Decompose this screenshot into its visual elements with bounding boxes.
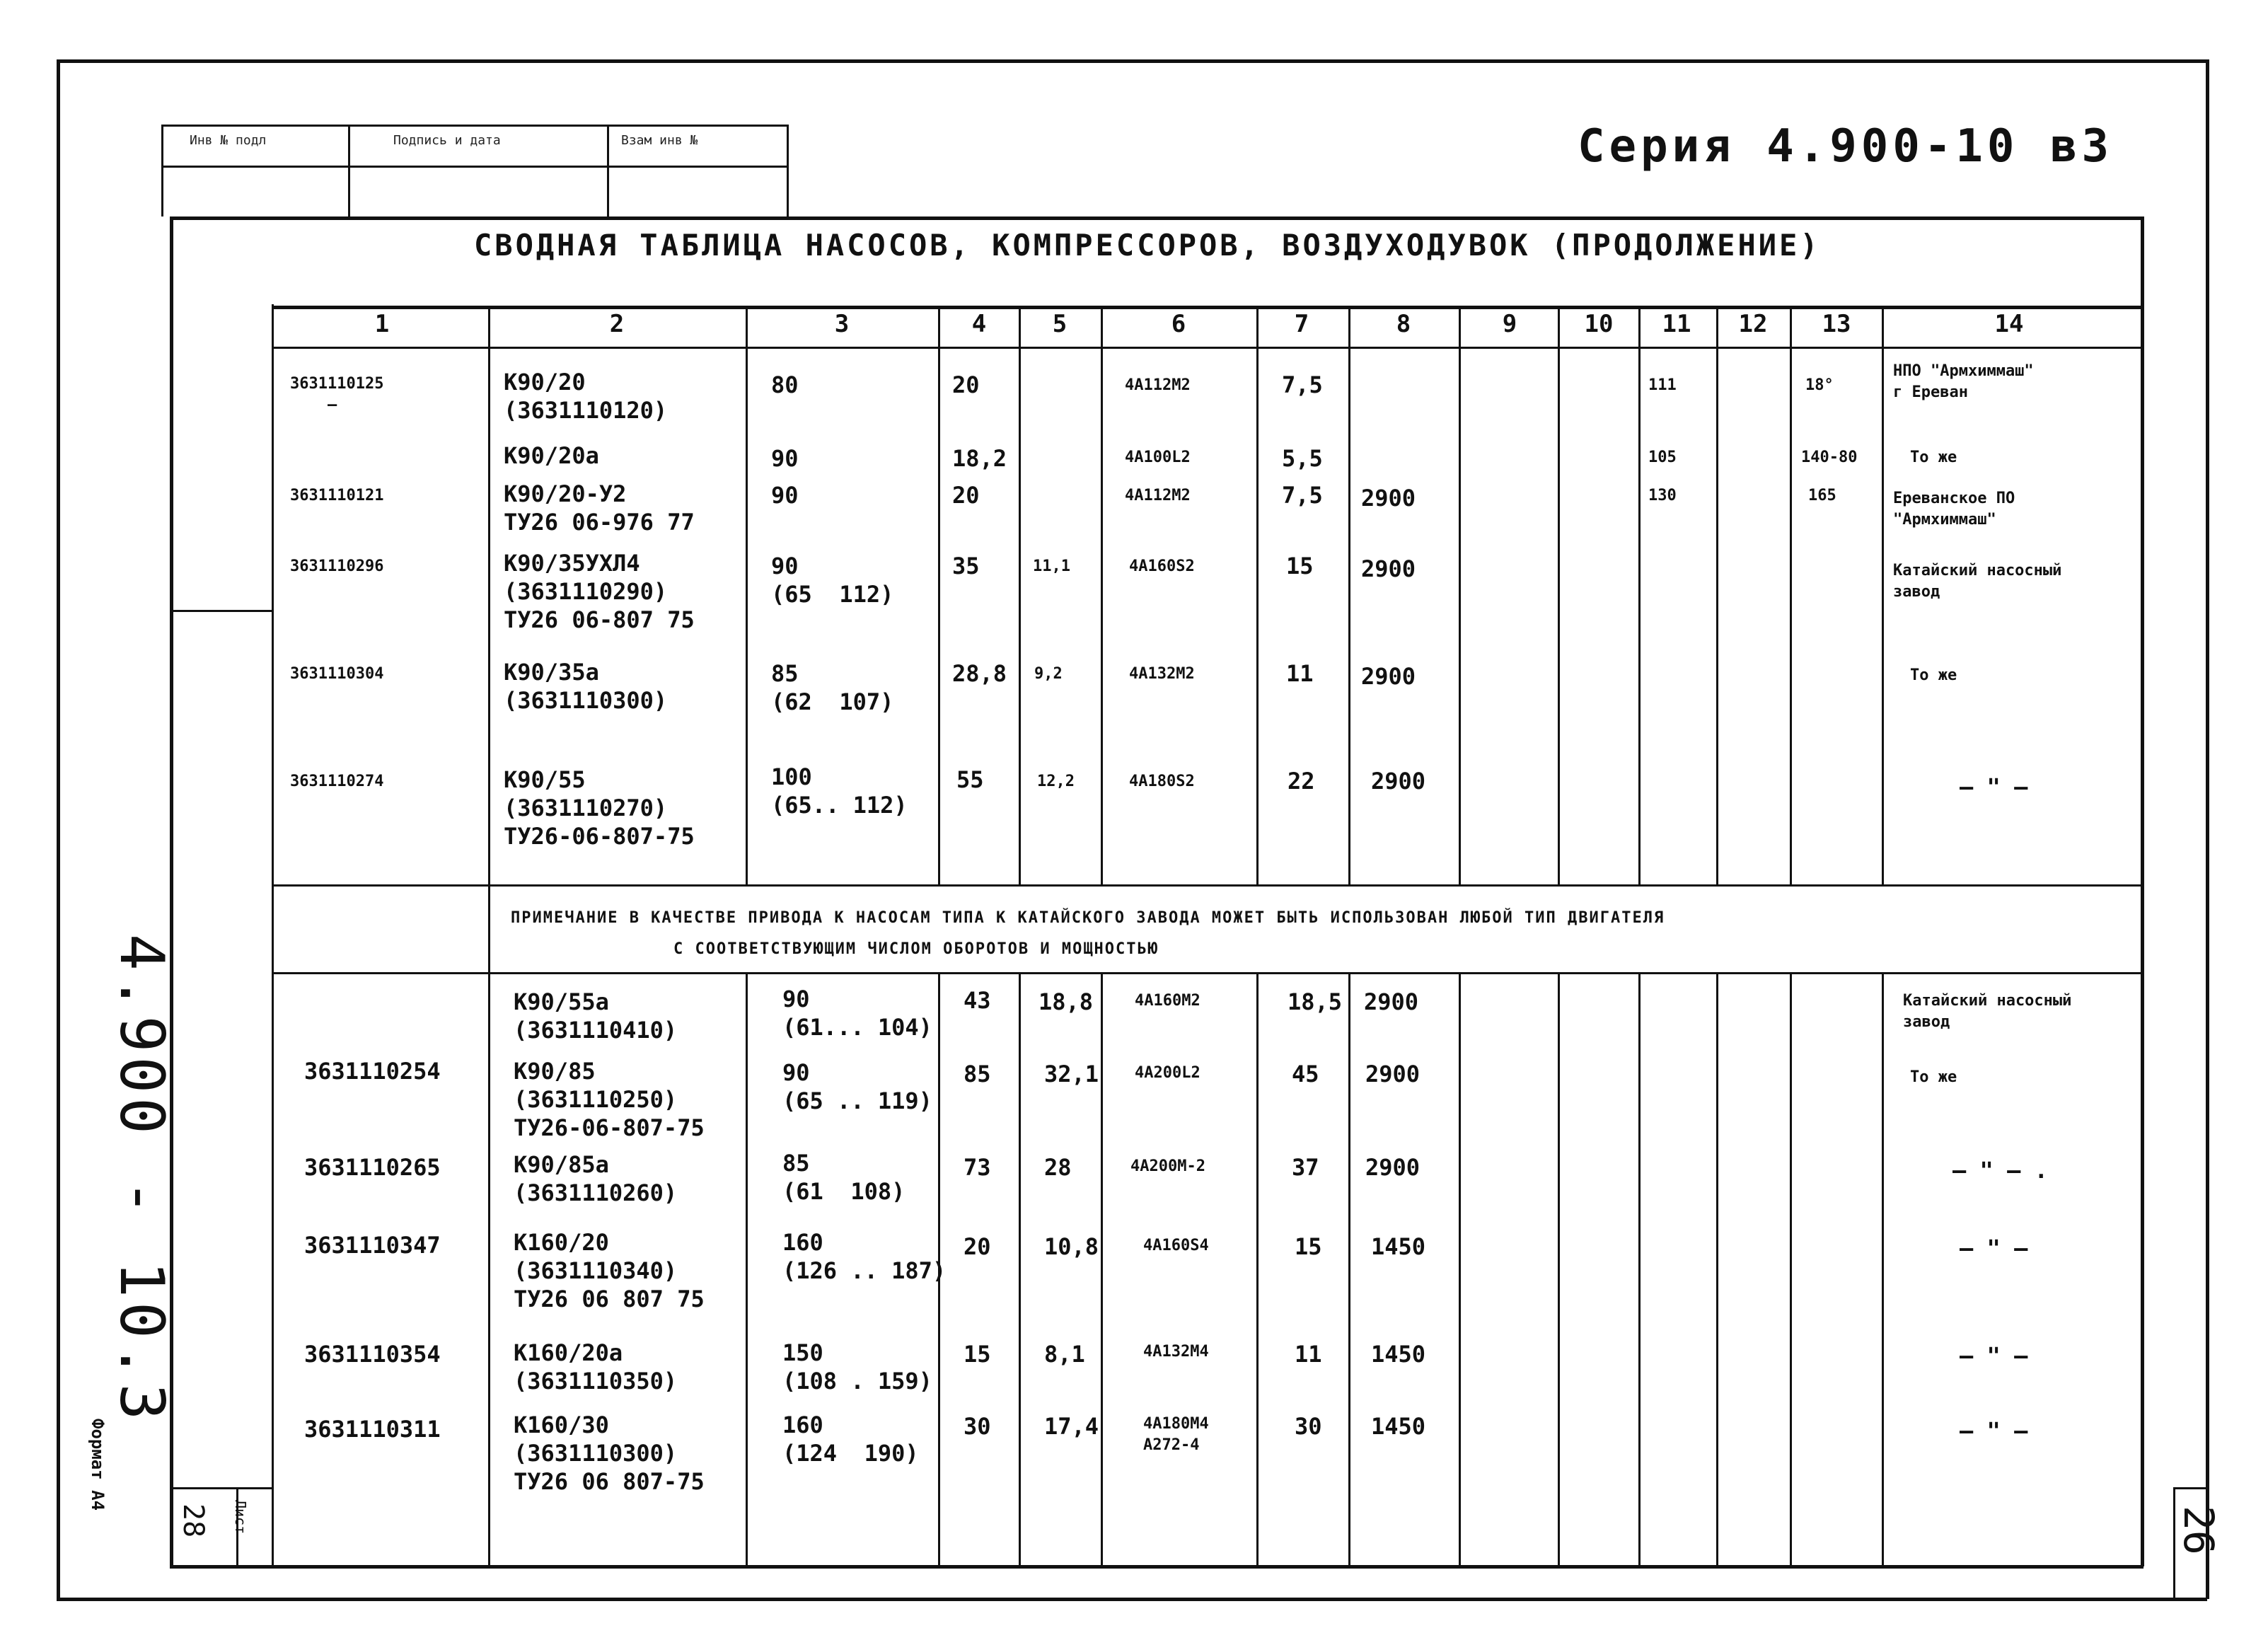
cell-head: 20: [964, 1233, 991, 1260]
cell-model: К160/30 (3631110300) ТУ26 06 807-75: [514, 1411, 705, 1495]
cell-c5: 11,1: [1033, 558, 1070, 575]
cell-motor: 4А160М2: [1135, 992, 1200, 1010]
col-header-9: 9: [1502, 310, 1517, 338]
cell-c13: 140-80: [1801, 449, 1858, 466]
col-header-2: 2: [609, 310, 625, 338]
col-header-7: 7: [1294, 310, 1309, 338]
sheet-number: 28: [177, 1503, 209, 1538]
cell-power: 15: [1286, 553, 1314, 579]
cell-rpm: 2900: [1361, 555, 1416, 582]
col-header-8: 8: [1396, 310, 1411, 338]
cell-motor: 4А180М4 А272-4: [1143, 1415, 1209, 1454]
cell-rpm: 1450: [1371, 1413, 1426, 1440]
cell-model: К90/20-У2 ТУ26 06-976 77: [504, 480, 695, 536]
format-label: Формат А4: [88, 1419, 108, 1511]
cell-head: 28,8: [952, 660, 1007, 687]
side-strip-edge: [272, 304, 274, 1566]
cell-model: К90/20а: [504, 442, 599, 469]
side-document-code: 4.900 - 10.3: [106, 934, 177, 1425]
cell-motor: 4А160S2: [1129, 558, 1195, 575]
cell-rpm: 2900: [1371, 768, 1426, 795]
cell-rpm: 2900: [1364, 988, 1419, 1015]
col-header-3: 3: [834, 310, 850, 338]
cell-power: 22: [1288, 768, 1315, 795]
cell-model: К160/20 (3631110340) ТУ26 06 807 75: [514, 1229, 705, 1312]
stamp-inv-label: Инв № подл: [190, 133, 267, 148]
cell-c11: 105: [1648, 449, 1677, 466]
cell-motor: 4А200М-2: [1130, 1158, 1205, 1175]
outer-frame-bottom: [57, 1598, 2207, 1601]
table-note-line-1: ПРИМЕЧАНИЕ В КАЧЕСТВЕ ПРИВОДА К НАСОСАМ ТИПА К КАТАЙСКОГО ЗАВОДА МОЖЕТ БЫТЬ ИСПОЛЬЗОВАН ЛЮБОЙ ТИП ДВИГАТЕЛЯ: [511, 909, 1665, 927]
cell-c5: 8,1: [1044, 1341, 1085, 1368]
cell-code: 3631110347: [304, 1232, 441, 1259]
cell-maker: То же: [1910, 449, 1957, 466]
cell-rpm: 2900: [1365, 1061, 1421, 1087]
cell-code: 3631110304: [290, 665, 384, 683]
cell-maker: Катайский насосный завод: [1903, 992, 2072, 1031]
cell-motor: 4А132М2: [1129, 665, 1195, 683]
cell-head: 15: [964, 1341, 991, 1368]
cell-flow: 85 (62 107): [771, 660, 894, 715]
cell-c5: 28: [1044, 1154, 1072, 1181]
cell-c5: 9,2: [1034, 665, 1063, 683]
col-header-13: 13: [1822, 310, 1851, 338]
cell-motor: 4А112М2: [1125, 376, 1191, 394]
cell-flow: 100 (65.. 112): [771, 763, 908, 819]
cell-rpm: 1450: [1371, 1233, 1426, 1260]
cell-head: 85: [964, 1061, 991, 1087]
cell-rpm: 2900: [1361, 485, 1416, 512]
cell-power: 7,5: [1282, 371, 1323, 398]
cell-flow: 160 (124 190): [782, 1411, 919, 1467]
outer-frame-left: [57, 59, 60, 1599]
cell-head: 73: [964, 1154, 991, 1181]
col-header-12: 12: [1738, 310, 1768, 338]
cell-c5: 12,2: [1037, 773, 1075, 790]
cell-power: 37: [1292, 1154, 1319, 1181]
cell-code: 3631110254: [304, 1058, 441, 1085]
cell-head: 18,2: [952, 445, 1007, 472]
cell-model: К90/20 (3631110120): [504, 369, 668, 424]
cell-motor: 4А200L2: [1135, 1064, 1200, 1082]
cell-c5: 17,4: [1044, 1413, 1099, 1440]
cell-model: К90/35а (3631110300): [504, 659, 668, 714]
cell-power: 45: [1292, 1061, 1319, 1087]
outer-frame-top: [57, 59, 2207, 63]
cell-maker: НПО "Армхиммаш" г Ереван: [1893, 362, 2034, 401]
page-number: 26: [2175, 1506, 2223, 1555]
cell-model: К90/55а (3631110410): [514, 988, 678, 1044]
cell-model: К90/35УХЛ4 (3631110290) ТУ26 06-807 75: [504, 550, 695, 633]
cell-flow: 90: [771, 482, 799, 509]
col-header-5: 5: [1052, 310, 1068, 338]
cell-flow: 90 (65 .. 119): [782, 1059, 932, 1114]
cell-maker: — " —: [1960, 1417, 2028, 1444]
cell-model: К90/85а (3631110260): [514, 1151, 678, 1206]
cell-flow: 85 (61 108): [782, 1150, 906, 1205]
cell-motor: 4А100L2: [1125, 449, 1191, 466]
cell-flow: 160 (126 .. 187): [782, 1229, 947, 1284]
cell-rpm: 1450: [1371, 1341, 1426, 1368]
cell-maker: — " —: [1960, 1235, 2028, 1262]
cell-flow: 150 (108 . 159): [782, 1339, 932, 1395]
cell-motor: 4А180S2: [1129, 773, 1195, 790]
sheet-frame-top: [170, 217, 2143, 220]
cell-power: 18,5: [1288, 988, 1343, 1015]
series-label: Серия 4.900-10 в3: [1578, 120, 2114, 173]
cell-motor: 4А132М4: [1143, 1343, 1209, 1361]
col-header-11: 11: [1662, 310, 1691, 338]
cell-rpm: 2900: [1365, 1154, 1421, 1181]
cell-rpm: 2900: [1361, 663, 1416, 690]
cell-head: 20: [952, 482, 980, 509]
sheet-label: Лист: [232, 1500, 249, 1535]
col-header-1: 1: [374, 310, 390, 338]
cell-c5: 18,8: [1038, 988, 1094, 1015]
cell-maker: — " —: [1960, 1342, 2028, 1369]
cell-maker: — " — .: [1952, 1157, 2048, 1184]
outer-frame-right: [2206, 59, 2209, 1599]
col-header-10: 10: [1584, 310, 1614, 338]
col-header-14: 14: [1994, 310, 2024, 338]
cell-head: 35: [952, 553, 980, 579]
cell-maker: То же: [1910, 666, 1957, 684]
cell-c13: 165: [1808, 487, 1836, 504]
cell-c13: 18°: [1805, 376, 1834, 394]
cell-power: 15: [1295, 1233, 1322, 1260]
cell-power: 11: [1286, 660, 1314, 687]
page-title: СВОДНАЯ ТАБЛИЦА НАСОСОВ, КОМПРЕССОРОВ, ВОЗДУХОДУВОК (ПРОДОЛЖЕНИЕ): [474, 228, 1821, 262]
cell-head: 43: [964, 987, 991, 1014]
cell-model: К90/85 (3631110250) ТУ26-06-807-75: [514, 1058, 705, 1141]
cell-code: 3631110296: [290, 558, 384, 575]
cell-motor: 4А160S4: [1143, 1237, 1209, 1254]
cell-maker: То же: [1910, 1068, 1957, 1086]
stamp-sign-label: Подпись и дата: [393, 133, 501, 148]
cell-code: 3631110311: [304, 1416, 441, 1443]
cell-c11: 111: [1648, 376, 1677, 394]
page-box-top: [2173, 1487, 2207, 1489]
cell-code: 3631110125 –: [290, 375, 384, 414]
cell-c11: 130: [1648, 487, 1677, 504]
cell-maker: Катайский насосный завод: [1893, 562, 2062, 601]
cell-flow: 90 (65 112): [771, 553, 894, 608]
sheet-box-top: [170, 1487, 272, 1489]
cell-head: 30: [964, 1413, 991, 1440]
sheet-frame-right: [2141, 217, 2144, 1566]
cell-code: 3631110121: [290, 487, 384, 504]
cell-power: 5,5: [1282, 445, 1323, 472]
cell-c5: 10,8: [1044, 1233, 1099, 1260]
cell-flow: 90: [771, 445, 799, 472]
cell-model: К90/55 (3631110270) ТУ26-06-807-75: [504, 766, 695, 850]
cell-power: 30: [1295, 1413, 1322, 1440]
side-strip-divider: [170, 610, 272, 612]
sheet-frame-bottom: [170, 1565, 2143, 1569]
cell-c5: 32,1: [1044, 1061, 1099, 1087]
cell-head: 20: [952, 371, 980, 398]
cell-maker: — " —: [1960, 773, 2028, 800]
col-header-6: 6: [1171, 310, 1186, 338]
cell-flow: 90 (61... 104): [782, 986, 932, 1041]
cell-model: К160/20а (3631110350): [514, 1339, 678, 1395]
cell-head: 55: [956, 766, 984, 793]
cell-power: 11: [1295, 1341, 1322, 1368]
stamp-replace-label: Взам инв №: [621, 133, 698, 148]
cell-flow: 80: [771, 371, 799, 398]
table-note-line-2: С СООТВЕТСТВУЮЩИМ ЧИСЛОМ ОБОРОТОВ И МОЩНОСТЬЮ: [673, 940, 1159, 958]
cell-motor: 4А112М2: [1125, 487, 1191, 504]
cell-code: 3631110265: [304, 1154, 441, 1181]
cell-code: 3631110354: [304, 1341, 441, 1368]
col-header-4: 4: [971, 310, 987, 338]
cell-maker: Ереванское ПО "Армхиммаш": [1893, 490, 2015, 529]
cell-power: 7,5: [1282, 482, 1323, 509]
cell-code: 3631110274: [290, 773, 384, 790]
